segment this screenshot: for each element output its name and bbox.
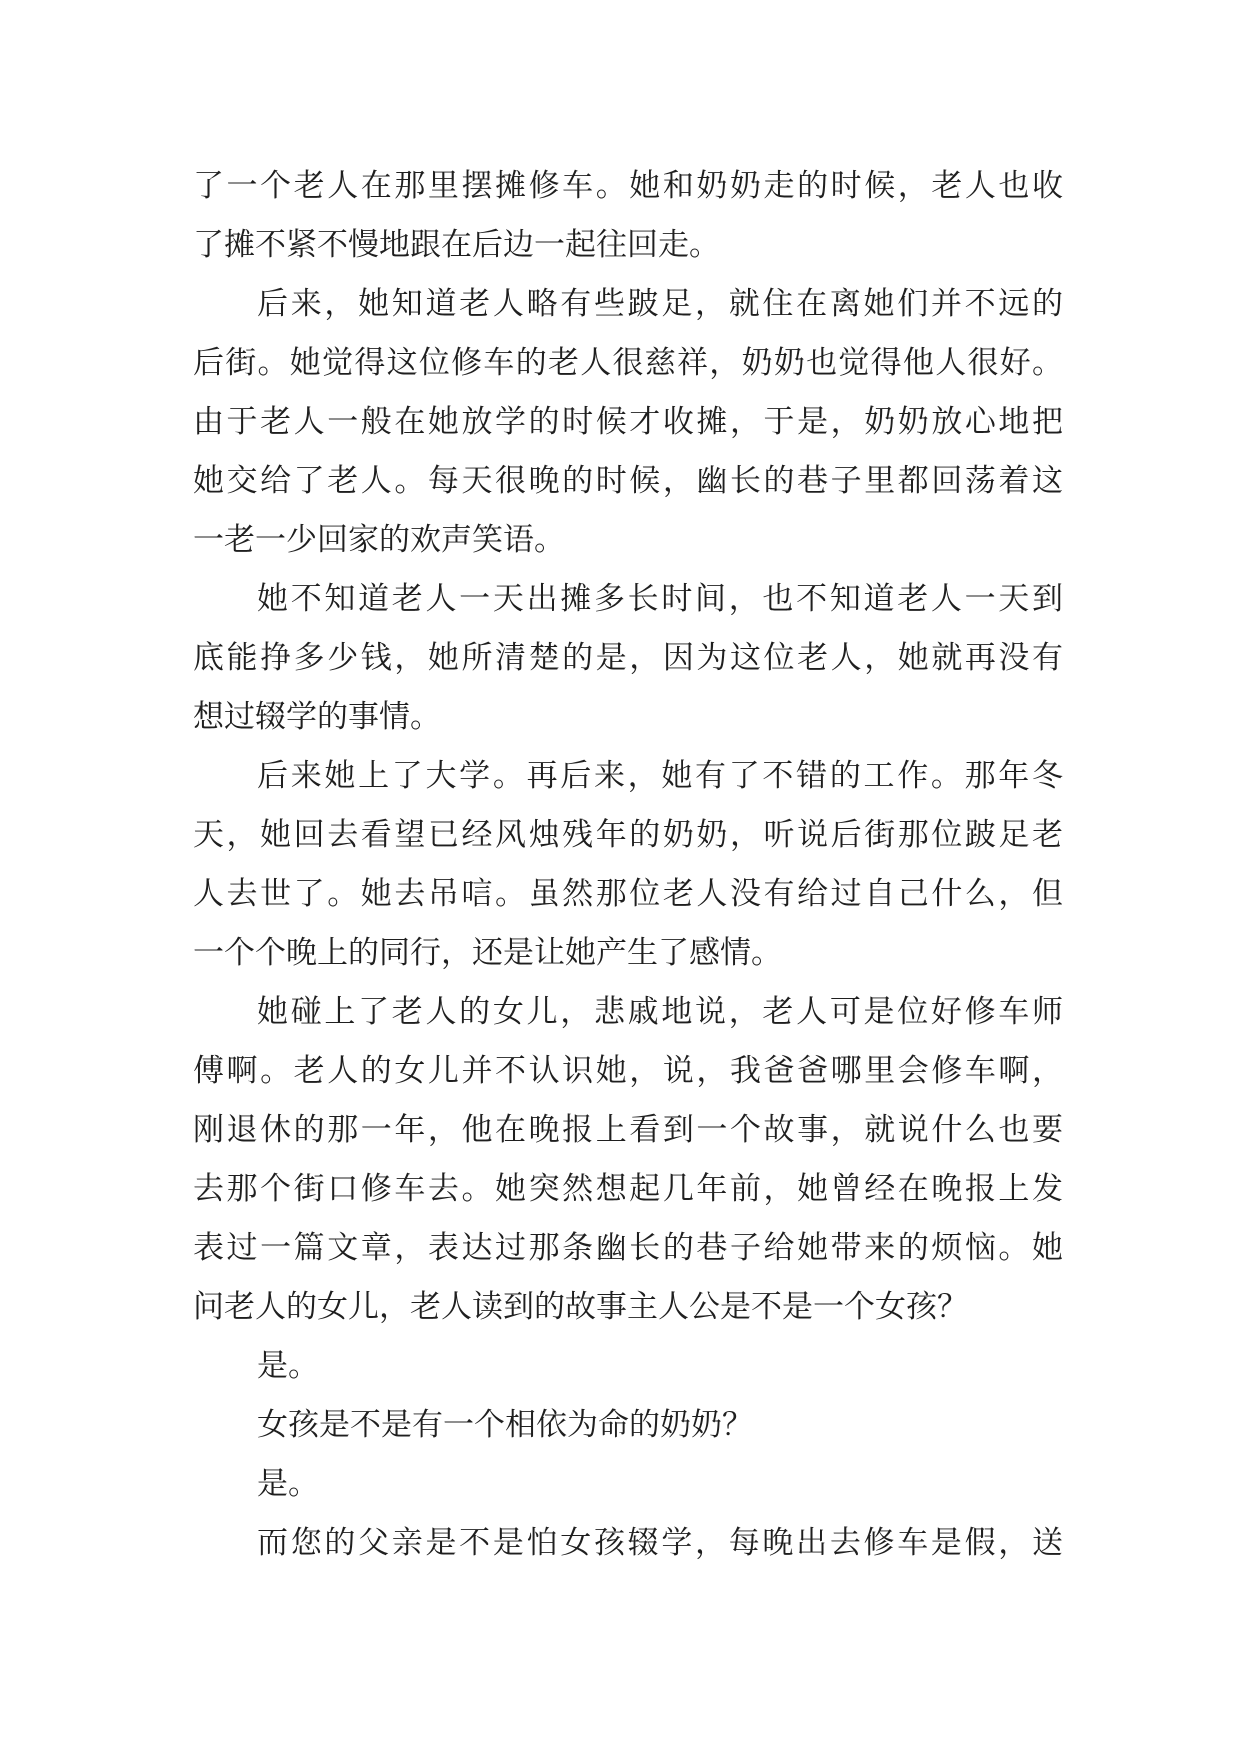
text-line: 一老一少回家的欢声笑语。: [193, 522, 565, 558]
text-line: 想过辍学的事情。: [193, 699, 441, 735]
text-line: 表过一篇文章，表达过那条幽长的巷子给她带来的烦恼。她: [193, 1230, 1063, 1266]
text-line: 天，她回去看望已经风烛残年的奶奶，听说后街那位跛足老: [193, 817, 1063, 853]
text-line: 了摊不紧不慢地跟在后边一起往回走。: [193, 227, 720, 263]
text-line: 傅啊。老人的女儿并不认识她，说，我爸爸哪里会修车啊，: [193, 1053, 1063, 1089]
text-line: 她交给了老人。每天很晚的时候，幽长的巷子里都回荡着这: [193, 463, 1063, 499]
text-line: 是。: [257, 1466, 319, 1502]
text-line: 一个个晚上的同行，还是让她产生了感情。: [193, 935, 782, 971]
text-line: 由于老人一般在她放学的时候才收摊，于是，奶奶放心地把: [193, 404, 1063, 440]
text-line: 女孩是不是有一个相依为命的奶奶？: [257, 1407, 753, 1443]
text-line: 去那个街口修车去。她突然想起几年前，她曾经在晚报上发: [193, 1171, 1063, 1207]
text-line: 了一个老人在那里摆摊修车。她和奶奶走的时候，老人也收: [193, 168, 1063, 204]
text-line: 人去世了。她去吊唁。虽然那位老人没有给过自己什么，但: [193, 876, 1063, 912]
text-line: 是。: [257, 1348, 319, 1384]
text-line: 后来她上了大学。再后来，她有了不错的工作。那年冬: [257, 758, 1063, 794]
text-line: 而您的父亲是不是怕女孩辍学，每晚出去修车是假，送: [257, 1525, 1063, 1561]
body-text: [193, 157, 1063, 1573]
text-line: 后街。她觉得这位修车的老人很慈祥，奶奶也觉得他人很好。: [193, 345, 1063, 381]
text-line: 底能挣多少钱，她所清楚的是，因为这位老人，她就再没有: [193, 640, 1063, 676]
text-line: 问老人的女儿，老人读到的故事主人公是不是一个女孩？: [193, 1289, 968, 1325]
text-line: 刚退休的那一年，他在晚报上看到一个故事，就说什么也要: [193, 1112, 1063, 1148]
text-line: 她碰上了老人的女儿，悲戚地说，老人可是位好修车师: [257, 994, 1063, 1030]
text-line: 后来，她知道老人略有些跛足，就住在离她们并不远的: [257, 286, 1063, 322]
text-line: 她不知道老人一天出摊多长时间，也不知道老人一天到: [257, 581, 1063, 617]
